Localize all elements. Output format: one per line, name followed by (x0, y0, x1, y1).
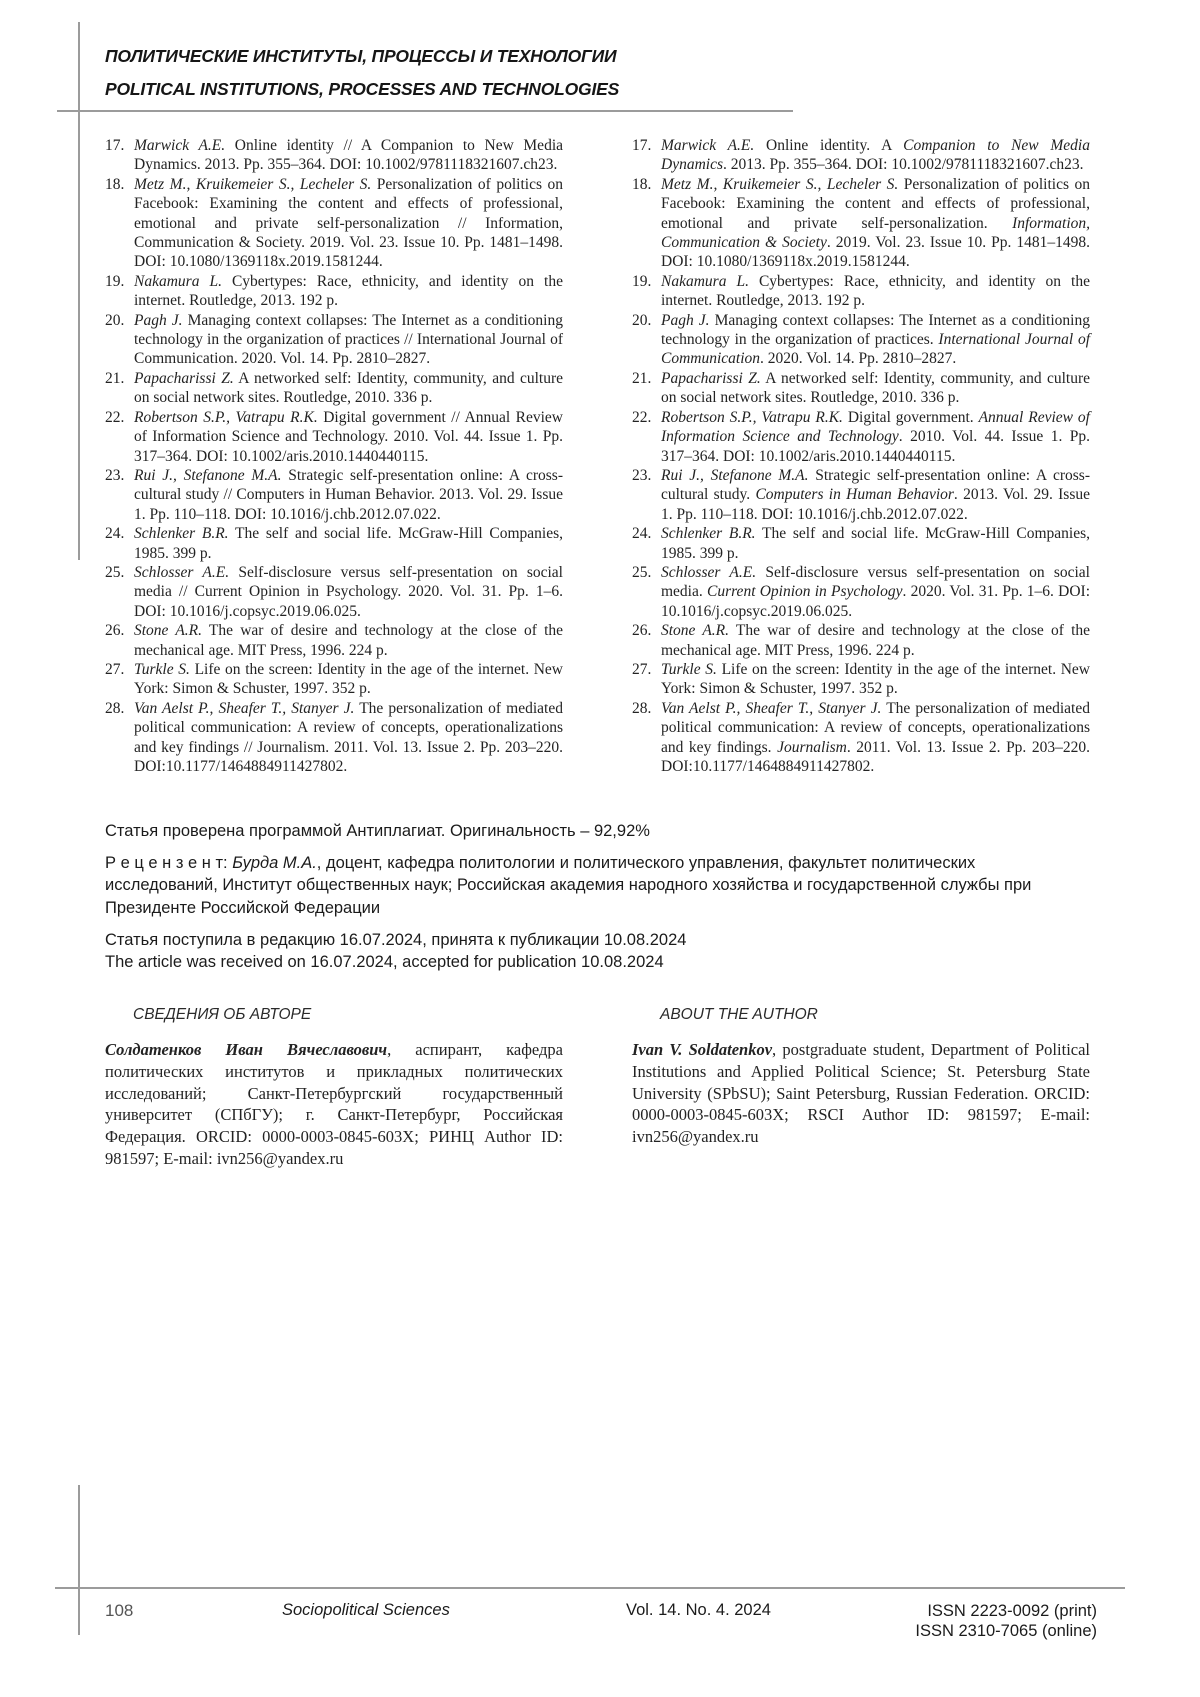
reference-text: Schlenker B.R. The self and social life. McGraw-Hill Companies, 1985. 399 p. (134, 525, 563, 562)
reference-number: 20. (105, 311, 125, 329)
reference-item (105, 699, 563, 777)
reference-text: Robertson S.P., Vatrapu R.K. Digital government. Annual Review of Information Science and Technology. 2010. Vol. 44. Issue 1. Pp. 317–364. DOI: 10.1002/aris.2010.1440440115. (661, 408, 1090, 465)
reference-item (632, 408, 1090, 466)
issn-print: ISSN 2223-0092 (print) (927, 1602, 1097, 1620)
author-info-section (105, 1006, 1090, 1170)
author-bio-en: Ivan V. Soldatenkov, postgraduate student, Department of Political Institutions and Applied Political Science; St. Petersburg State University (SPbSU); Saint Petersburg, Russian Federation. ORCID: 0000-0003-0845-603X; RSCI Author ID: 981597; E-mail: ivn256@yandex.ru (632, 1040, 1091, 1147)
reference-item (105, 311, 563, 369)
reference-number: 23. (105, 466, 125, 484)
reference-number: 24. (105, 525, 125, 543)
reference-item (105, 660, 563, 699)
reference-number: 20. (632, 311, 652, 329)
section-title-ru: ПОЛИТИЧЕСКИЕ ИНСТИТУТЫ, ПРОЦЕССЫ И ТЕХНОЛОГИИ (105, 46, 617, 66)
reference-text: Marwick A.E. Online identity. A Companion to New Media Dynamics. 2013. Pp. 355–364. DOI: 10.1002/9781118321607.ch23. (661, 137, 1090, 174)
reference-text: Stone A.R. The war of desire and technology at the close of the mechanical age. MIT Press, 1996. 224 p. (134, 622, 564, 659)
issn-block (915, 1601, 1097, 1641)
reference-text: Pagh J. Managing context collapses: The Internet as a conditioning technology in the organization of practices. International Journal of Communication. 2020. Vol. 14. Pp. 2810–2827. (661, 311, 1090, 368)
reference-text: Van Aelst P., Sheafer T., Stanyer J. The personalization of mediated political communication: A review of concepts, operationalizations and key findings // Journalism. 2011. Vol. 13. Issue 2. Pp. 203–220. DOI:10.1177/1464884911427802. (134, 699, 563, 775)
reference-number: 17. (632, 137, 652, 154)
reference-number: 25. (632, 563, 652, 581)
reference-number: 25. (105, 563, 125, 581)
reference-item (105, 563, 563, 621)
reference-text: Nakamura L. Cybertypes: Race, ethnicity, and identity on the internet. Routledge, 2013. 192 p. (134, 272, 563, 310)
reference-number: 28. (632, 699, 652, 717)
reference-item (632, 311, 1090, 369)
reference-number: 19. (105, 272, 125, 290)
journal-name: Sociopolitical Sciences (282, 1601, 450, 1619)
reference-text: Pagh J. Managing context collapses: The Internet as a conditioning technology in the organization of practices // International Journal of Communication. 2020. Vol. 14. Pp. 2810–2827. (134, 311, 563, 368)
left-margin-rule-bottom (78, 1485, 80, 1635)
reference-text: Turkle S. Life on the screen: Identity in the age of the internet. New York: Simon & Schuster, 1997. 352 p. (661, 660, 1090, 698)
reference-number: 17. (105, 137, 125, 154)
header-rule (57, 110, 793, 112)
reference-item (632, 175, 1090, 272)
reference-item (105, 408, 563, 466)
reference-item (632, 660, 1090, 699)
reference-number: 24. (632, 525, 652, 543)
reference-item (632, 272, 1090, 311)
reference-item (105, 369, 563, 408)
reference-text: Papacharissi Z. A networked self: Identity, community, and culture on social network sites. Routledge, 2010. 336 p. (661, 369, 1090, 407)
page-number: 108 (105, 1601, 134, 1620)
reference-number: 26. (105, 622, 125, 640)
left-margin-rule-top (78, 22, 80, 560)
reference-number: 27. (632, 660, 652, 678)
reference-text: Schlenker B.R. The self and social life. McGraw-Hill Companies, 1985. 399 p. (661, 525, 1090, 562)
reference-item (105, 621, 563, 660)
received-date-en: The article was received on 16.07.2024, accepted for publication 10.08.2024 (105, 953, 664, 972)
reviewer-note: Р е ц е н з е н т: Бурда М.А., доцент, кафедра политологии и политического управления, факультет политических исследований, Институт общественных наук; Российская академия народного хозяйства и государственной службы при Президенте Российской Федерации (105, 854, 1032, 917)
reference-item (105, 524, 563, 563)
reference-item (105, 466, 563, 524)
reference-text: Schlosser A.E. Self-disclosure versus self-presentation on social media. Current Opinion in Psychology. 2020. Vol. 31. Pp. 1–6. DOI: 10.1016/j.copsyc.2019.06.025. (661, 563, 1091, 620)
reference-text: Papacharissi Z. A networked self: Identity, community, and culture on social network sites. Routledge, 2010. 336 p. (134, 369, 563, 407)
section-header (105, 40, 619, 106)
received-dates (105, 929, 1090, 974)
footer-rule (55, 1587, 1125, 1589)
references-section (105, 136, 1090, 776)
author-heading-ru: СВЕДЕНИЯ ОБ АВТОРЕ (133, 1006, 312, 1023)
reference-text: Metz M., Kruikemeier S., Lecheler S. Personalization of politics on Facebook: Examining the content and effects of professional, emotional and private self-personalization // Information, Communication & Society. 2019. Vol. 23. Issue 10. Pp. 1481–1498. DOI: 10.1080/1369118x.2019.1581244. (134, 175, 564, 271)
reference-number: 22. (105, 408, 125, 426)
reference-item (632, 466, 1090, 524)
reference-text: Stone A.R. The war of desire and technology at the close of the mechanical age. MIT Press, 1996. 224 p. (661, 622, 1091, 659)
reference-number: 21. (632, 369, 652, 387)
reference-item (632, 621, 1090, 660)
volume-info: Vol. 14. No. 4. 2024 (626, 1601, 771, 1619)
reference-text: Rui J., Stefanone M.A. Strategic self-presentation online: A cross-cultural study. Computers in Human Behavior. 2013. Vol. 29. Issue 1. Pp. 110–118. DOI: 10.1016/j.chb.2012.07.022. (661, 466, 1091, 523)
references-left (105, 136, 563, 776)
reference-text: Turkle S. Life on the screen: Identity in the age of the internet. New York: Simon & Schuster, 1997. 352 p. (134, 660, 563, 698)
reference-text: Metz M., Kruikemeier S., Lecheler S. Personalization of politics on Facebook: Examining the content and effects of professional, emotional and private self-personalization. Information, Communication & Society. 2019. Vol. 23. Issue 10. Pp. 1481–1498. DOI: 10.1080/1369118x.2019.1581244. (661, 175, 1091, 271)
reference-number: 19. (632, 272, 652, 290)
reference-number: 18. (105, 175, 125, 193)
references-right (632, 136, 1090, 776)
section-title-en: POLITICAL INSTITUTIONS, PROCESSES AND TECHNOLOGIES (105, 79, 620, 99)
reference-number: 23. (632, 466, 652, 484)
author-info-en (632, 1006, 1090, 1170)
reference-item (632, 369, 1090, 408)
reference-item (105, 272, 563, 311)
author-info-ru (105, 1006, 563, 1170)
issn-online: ISSN 2310-7065 (online) (915, 1622, 1097, 1640)
reference-number: 18. (632, 175, 652, 193)
received-date-ru: Статья поступила в редакцию 16.07.2024, принята к публикации 10.08.2024 (105, 931, 687, 949)
reference-number: 27. (105, 660, 125, 678)
reference-number: 26. (632, 622, 652, 640)
reference-text: Schlosser A.E. Self-disclosure versus self-presentation on social media // Current Opinion in Psychology. 2020. Vol. 31. Pp. 1–6. DOI: 10.1016/j.copsyc.2019.06.025. (134, 563, 563, 620)
reference-item (632, 136, 1090, 175)
antiplagiat-note: Статья проверена программой Антиплагиат. Оригинальность – 92,92% (105, 822, 650, 840)
reference-number: 28. (105, 699, 125, 717)
reference-text: Van Aelst P., Sheafer T., Stanyer J. The personalization of mediated political communication: A review of concepts, operationalizations and key findings. Journalism. 2011. Vol. 13. Issue 2. Pp. 203–220. DOI:10.1177/1464884911427802. (661, 699, 1090, 775)
reference-text: Marwick A.E. Online identity // A Companion to New Media Dynamics. 2013. Pp. 355–364. DOI: 10.1002/9781118321607.ch23. (134, 137, 564, 174)
reference-text: Rui J., Stefanone M.A. Strategic self-presentation online: A cross-cultural study // Computers in Human Behavior. 2013. Vol. 29. Issue 1. Pp. 110–118. DOI: 10.1016/j.chb.2012.07.022. (134, 466, 563, 523)
author-bio-ru: Солдатенков Иван Вячеславович, аспирант, кафедра политических институтов и прикладных политических исследований; Санкт-Петербургский государственный университет (СПбГУ); г. Санкт-Петербург, Российская Федерация. ORCID: 0000-0003-0845-603X; РИНЦ Author ID: 981597; E-mail: ivn256@yandex.ru (105, 1040, 563, 1168)
reference-number: 22. (632, 408, 652, 426)
reference-text: Robertson S.P., Vatrapu R.K. Digital government // Annual Review of Information Science and Technology. 2010. Vol. 44. Issue 1. Pp. 317–364. DOI: 10.1002/aris.2010.1440440115. (134, 408, 563, 465)
reference-item (105, 136, 563, 175)
reference-text: Nakamura L. Cybertypes: Race, ethnicity, and identity on the internet. Routledge, 2013. 192 p. (661, 272, 1090, 310)
reference-number: 21. (105, 369, 125, 387)
reference-item (632, 524, 1090, 563)
reference-item (632, 563, 1090, 621)
author-heading-en: ABOUT THE AUTHOR (660, 1006, 818, 1023)
reference-item (105, 175, 563, 272)
reference-item (632, 699, 1090, 777)
